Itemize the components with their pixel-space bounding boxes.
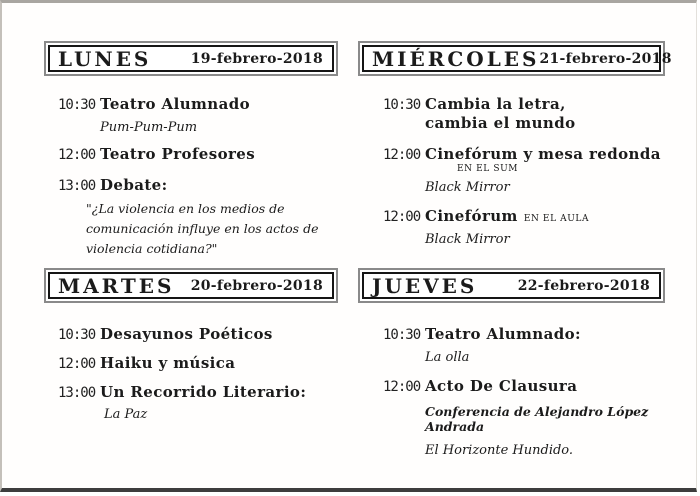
event-row	[58, 95, 350, 114]
event-subtitle: Black Mirror	[425, 180, 510, 196]
event-title: Teatro Alumnado:	[425, 325, 581, 343]
event-title	[425, 95, 576, 133]
day-schedule-lunes	[58, 95, 350, 259]
event-row	[383, 207, 683, 226]
day-header-jueves-frame	[362, 272, 661, 299]
event-title: Desayunos Poéticos	[100, 325, 273, 343]
event-title-line2: cambia el mundo	[425, 113, 576, 132]
event-title: Cinefórum y mesa redonda	[425, 144, 661, 163]
event-time: 12:00	[383, 146, 421, 163]
day-name-lunes: LUNES	[58, 46, 152, 71]
event-speaker: Conferencia de Alejandro López Andrada	[425, 403, 649, 434]
day-name-miercoles: MIÉRCOLES	[372, 46, 540, 71]
event-title: Acto De Clausura	[425, 376, 578, 395]
event-time: 12:00	[58, 355, 96, 372]
event-row	[58, 383, 350, 402]
event-time: 10:30	[58, 97, 96, 113]
day-date-miercoles: 21-febrero-2018	[539, 50, 672, 67]
day-header-lunes	[44, 41, 338, 76]
event-row	[383, 377, 683, 396]
event-time: 12:00	[383, 378, 421, 395]
event-location: EN EL SUM	[457, 164, 519, 175]
day-schedule-miercoles	[383, 95, 683, 247]
event-quote: "¿La violencia en los medios de comunicación influye en los actos de violencia cotidiana?"	[86, 201, 319, 257]
event-title: Teatro Profesores	[100, 144, 256, 163]
event-row	[383, 325, 683, 344]
event-subtitle: Black Mirror	[425, 232, 510, 247]
event-row	[383, 95, 683, 133]
day-header-miercoles	[358, 41, 672, 76]
event-time: 10:30	[383, 327, 421, 343]
event-title-line1: Cambia la letra,	[425, 95, 566, 113]
day-header-jueves	[358, 268, 665, 303]
day-header-lunes-frame	[48, 45, 334, 72]
event-subtitle: La olla	[425, 349, 470, 365]
event-title: Haiku y música	[100, 353, 236, 372]
event-time: 12:00	[383, 209, 421, 226]
event-time: 13:00	[58, 384, 96, 401]
event-row	[58, 176, 350, 195]
day-date-lunes: 19-febrero-2018	[190, 50, 323, 67]
event-title	[425, 207, 589, 226]
day-date-jueves: 22-febrero-2018	[517, 277, 650, 294]
day-header-martes-frame	[48, 272, 334, 299]
day-name-jueves: JUEVES	[372, 273, 478, 298]
event-title: Un Recorrido Literario:	[100, 382, 307, 401]
day-header-martes	[44, 268, 338, 303]
event-work: El Horizonte Hundido.	[425, 442, 574, 458]
event-time: 13:00	[58, 177, 96, 194]
event-time: 10:30	[383, 97, 421, 113]
day-schedule-martes	[58, 325, 350, 422]
event-title: Teatro Alumnado	[100, 95, 250, 113]
event-time: 12:00	[58, 146, 96, 163]
day-name-martes: MARTES	[58, 273, 175, 298]
event-time: 10:30	[58, 327, 96, 343]
day-date-martes: 20-febrero-2018	[190, 277, 323, 294]
day-header-miercoles-frame	[362, 45, 672, 72]
event-row	[58, 325, 350, 344]
event-subtitle: Pum-Pum-Pum	[100, 119, 198, 135]
day-schedule-jueves	[383, 325, 683, 458]
event-row	[58, 145, 350, 164]
event-row	[58, 354, 350, 373]
event-row	[383, 145, 683, 164]
event-title: Debate:	[100, 175, 168, 194]
event-subtitle: La Paz	[104, 407, 148, 423]
event-location: EN EL AULA	[523, 214, 590, 225]
event-title-text: Cinefórum	[425, 207, 518, 226]
